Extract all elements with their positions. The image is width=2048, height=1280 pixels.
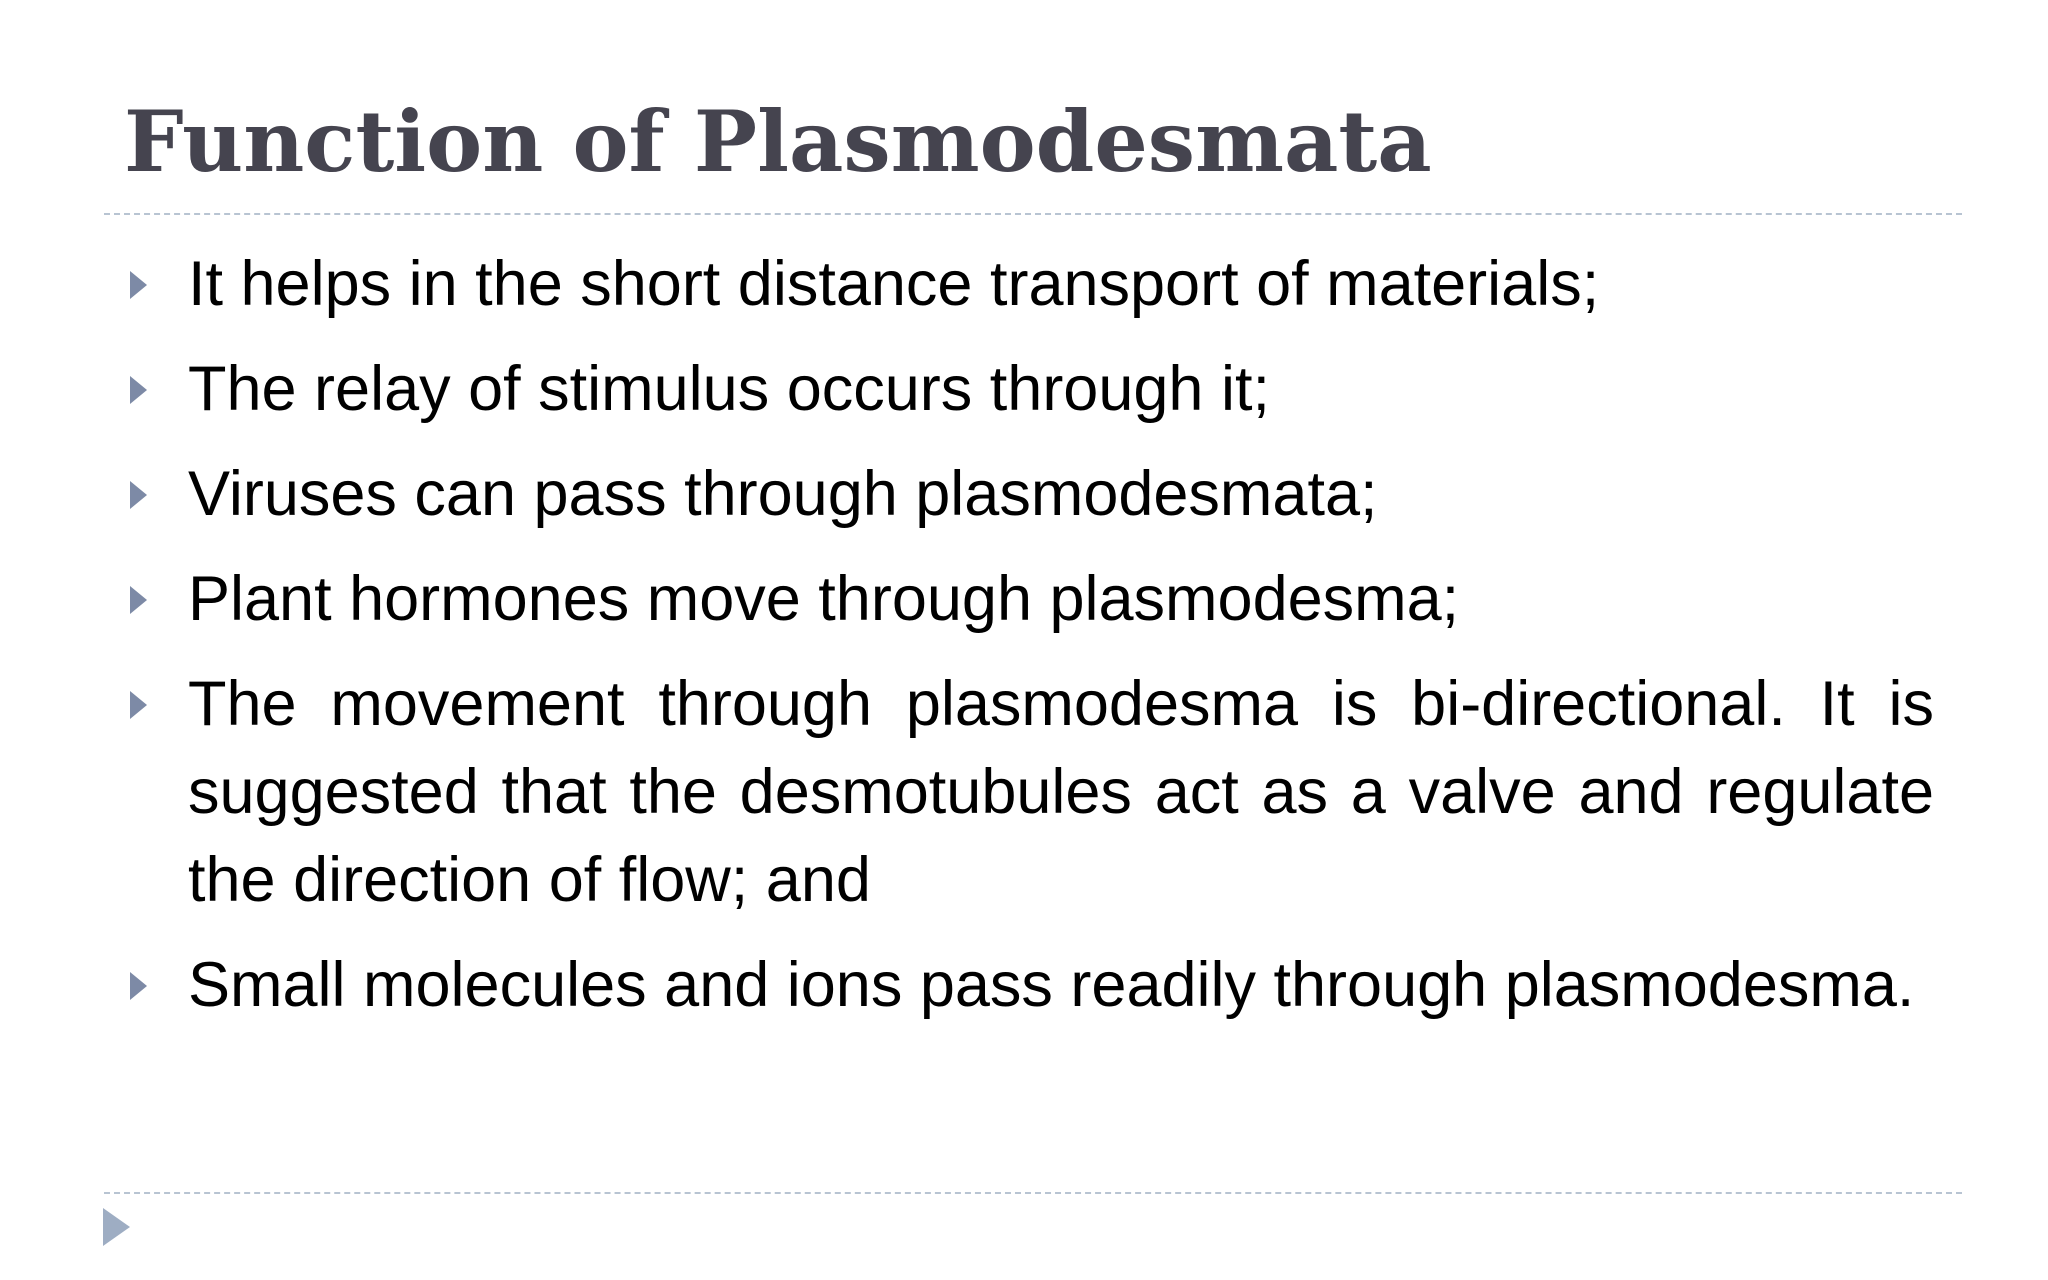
bullet-text: Small molecules and ions pass readily through plasmodesma. [188,950,1915,1020]
footer-divider [104,1192,1962,1194]
bullet-text: Plant hormones move through plasmodesma; [188,564,1460,634]
bullet-item [124,555,1934,643]
triangle-right-icon [130,481,147,509]
bullet-item [124,240,1934,328]
triangle-right-icon [130,376,147,404]
triangle-right-icon [130,691,147,719]
triangle-right-icon [130,271,147,299]
slide-title: Function of Plasmodesmata [124,92,1432,191]
bullet-text: It helps in the short distance transport of materials; [188,249,1600,319]
bullet-text: The relay of stimulus occurs through it; [188,354,1270,424]
bullet-item [124,345,1934,433]
bullet-item [124,660,1934,924]
title-divider [104,213,1962,215]
corner-triangle-icon [103,1208,130,1246]
triangle-right-icon [130,972,147,1000]
triangle-right-icon [130,586,147,614]
bullet-text: Viruses can pass through plasmodesmata; [188,459,1378,529]
bullet-text: The movement through plasmodesma is bi-directional. It is suggested that the desmotubules act as a valve and regulate the direction of flow; and [188,669,1934,915]
bullet-list [124,240,1934,1046]
bullet-item [124,941,1934,1029]
bullet-item [124,450,1934,538]
